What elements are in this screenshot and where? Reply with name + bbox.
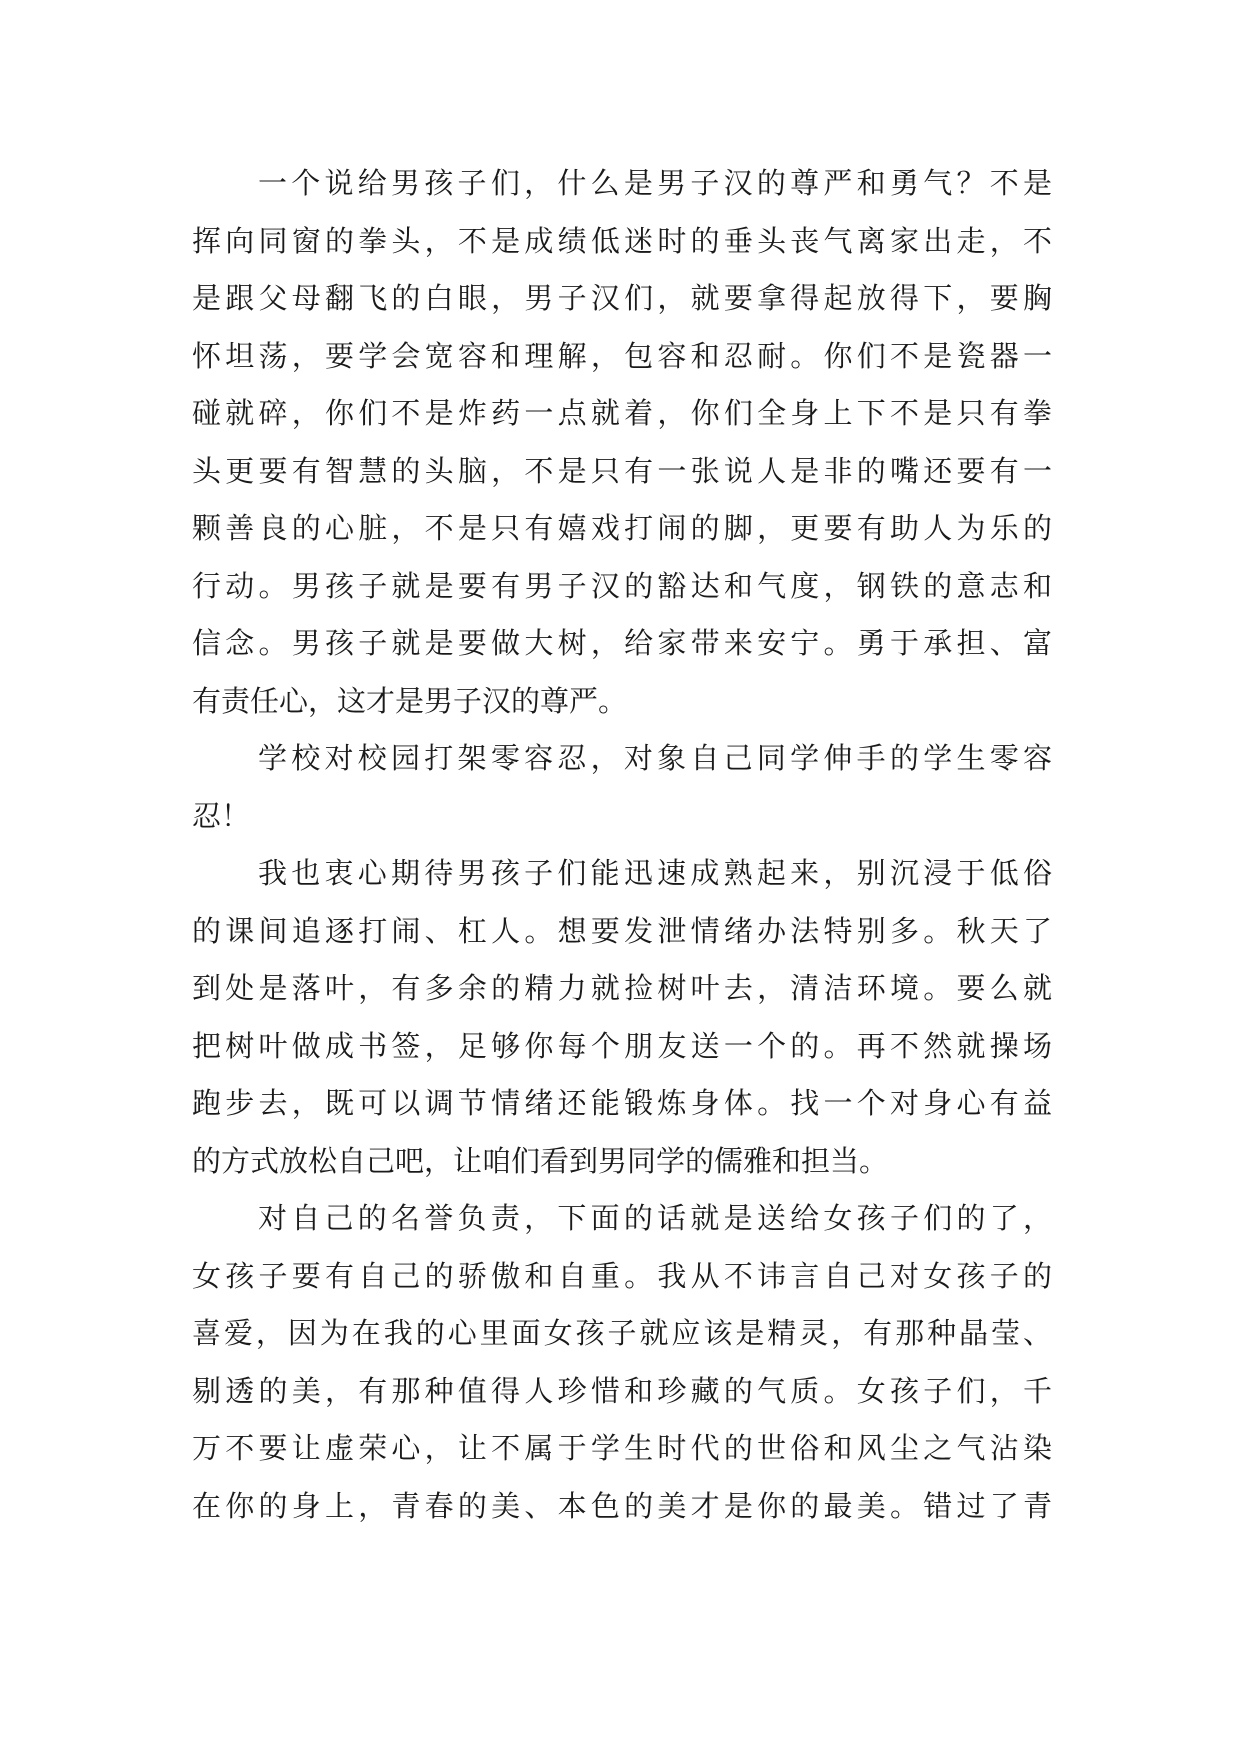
text-line: 碰就碎，你们不是炸药一点就着，你们全身上下不是只有拳	[192, 396, 1052, 430]
text-line: 学校对校园打架零容忍，对象自己同学伸手的学生零容	[258, 741, 1052, 775]
text-line: 一个说给男孩子们，什么是男子汉的尊严和勇气？不是	[258, 166, 1052, 200]
text-line: 挥向同窗的拳头，不是成绩低迷时的垂头丧气离家出走，不	[192, 223, 1052, 258]
text-line: 的课间追逐打闹、杠人。想要发泄情绪办法特别多。秋天了	[192, 913, 1052, 948]
text-line: 的方式放松自己吧，让咱们看到男同学的儒雅和担当。	[192, 1143, 889, 1178]
text-line: 在你的身上，青春的美、本色的美才是你的最美。错过了青	[192, 1488, 1052, 1523]
paragraph-2	[192, 730, 1052, 845]
text-line: 到处是落叶，有多余的精力就捡树叶去，清洁环境。要么就	[192, 971, 1052, 1005]
text-line: 怀坦荡，要学会宽容和理解，包容和忍耐。你们不是瓷器一	[192, 338, 1052, 373]
text-line: 头更要有智慧的头脑，不是只有一张说人是非的嘴还要有一	[192, 453, 1052, 488]
text-line: 有责任心，这才是男子汉的尊严。	[192, 683, 628, 718]
text-line: 女孩子要有自己的骄傲和自重。我从不讳言自己对女孩子的	[192, 1258, 1052, 1293]
text-line: 万不要让虚荣心，让不属于学生时代的世俗和风尘之气沾染	[192, 1431, 1052, 1465]
text-line: 信念。男孩子就是要做大树，给家带来安宁。勇于承担、富	[192, 626, 1052, 660]
text-line: 行动。男孩子就是要有男子汉的豁达和气度，钢铁的意志和	[192, 568, 1052, 603]
paragraph-3	[192, 845, 1052, 1190]
text-line: 剔透的美，有那种值得人珍惜和珍藏的气质。女孩子们，千	[192, 1373, 1052, 1408]
text-line: 喜爱，因为在我的心里面女孩子就应该是精灵，有那种晶莹、	[192, 1316, 1052, 1350]
text-line: 忍！	[192, 798, 251, 833]
text-line: 把树叶做成书签，足够你每个朋友送一个的。再不然就操场	[192, 1028, 1052, 1063]
text-line: 颗善良的心脏，不是只有嬉戏打闹的脚，更要有助人为乐的	[192, 511, 1052, 545]
text-line: 是跟父母翻飞的白眼，男子汉们，就要拿得起放得下，要胸	[192, 281, 1052, 315]
paragraph-1	[192, 155, 1052, 730]
document-body	[192, 155, 1052, 1535]
text-line: 我也衷心期待男孩子们能迅速成熟起来，别沉浸于低俗	[258, 856, 1052, 890]
paragraph-4	[192, 1190, 1052, 1535]
text-line: 跑步去，既可以调节情绪还能锻炼身体。找一个对身心有益	[192, 1086, 1052, 1120]
text-line: 对自己的名誉负责，下面的话就是送给女孩子们的了，	[258, 1201, 1052, 1235]
